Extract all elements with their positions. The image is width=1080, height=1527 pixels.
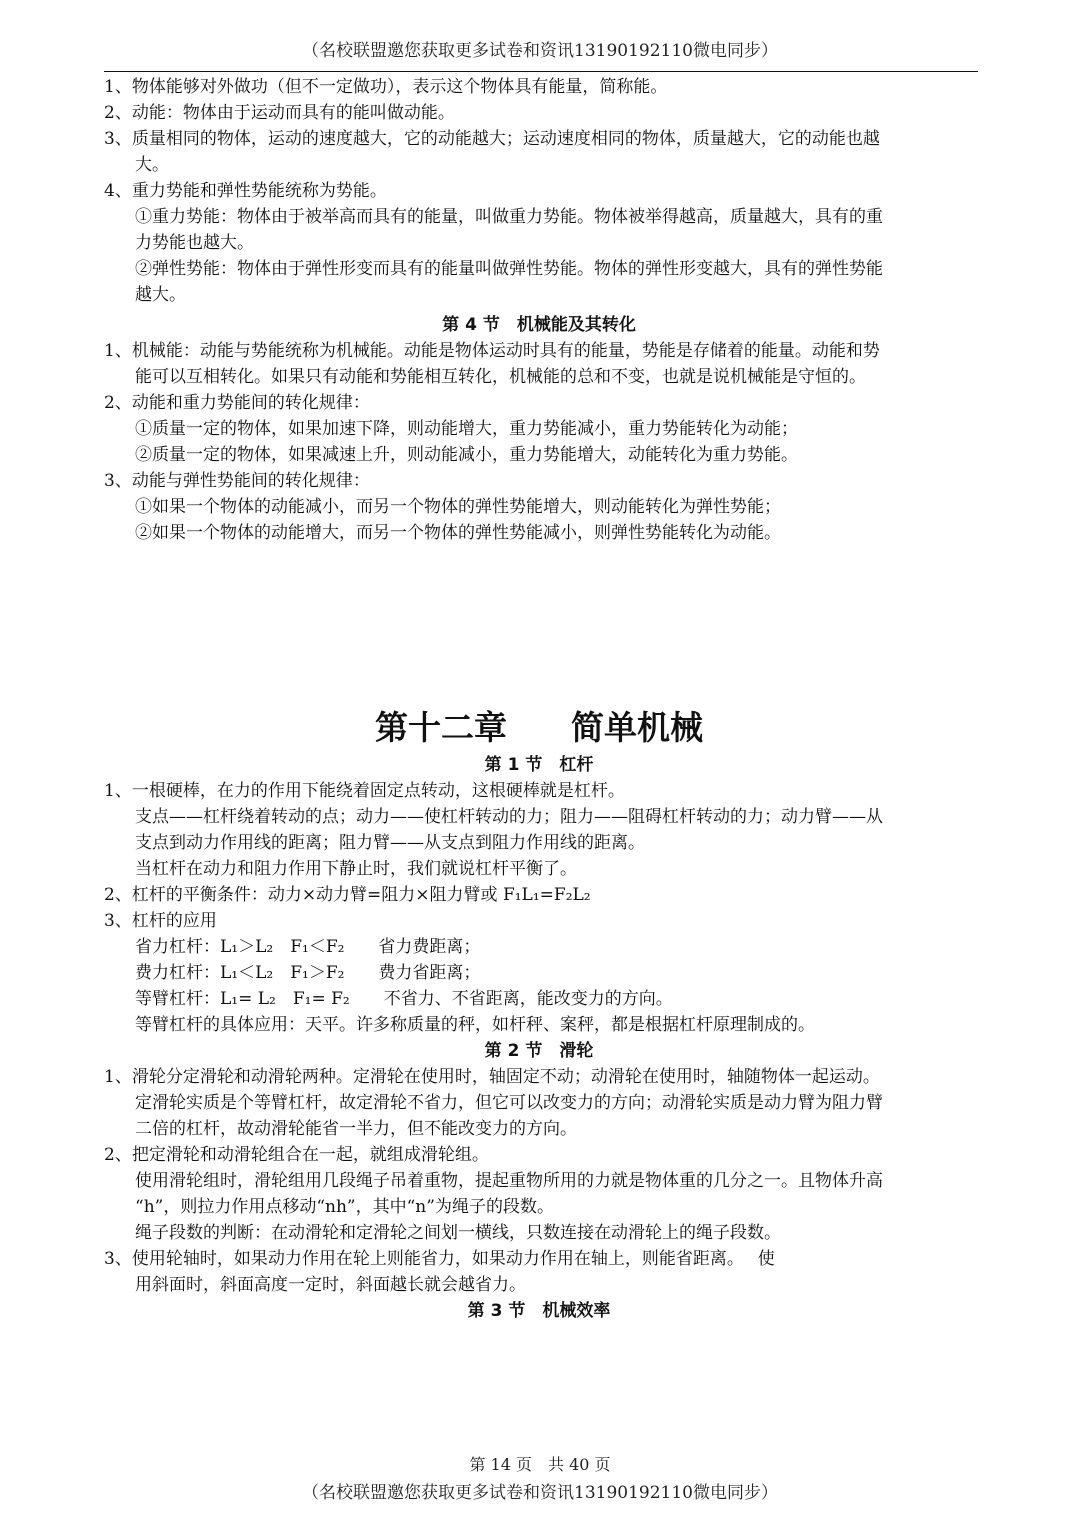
kinetic-gravity-rule: 2、动能和重力势能间的转化规律： (104, 393, 370, 413)
equal-arm-lever: 等臂杠杆：L₁= L₂ F₁= F₂ 不省力、不省距离，能改变力的方向。 (135, 989, 673, 1009)
lever-applications: 3、杠杆的应用 (104, 911, 217, 931)
pulley-types-line2: 定滑轮实质是个等臂杠杆，故定滑轮不省力，但它可以改变力的方向；动滑轮实质是动力臂为阻力臂 (135, 1093, 883, 1113)
pulley-block-definition: 2、把定滑轮和动滑轮组合在一起，就组成滑轮组。 (104, 1145, 489, 1165)
gravity-potential-line2: 力势能也越大。 (135, 233, 254, 253)
force-costing-lever: 费力杠杆：L₁＜L₂ F₁＞F₂ 费力省距离； (135, 963, 481, 983)
header-banner: （名校联盟邀您获取更多试卷和资讯13190192110微电同步） (302, 41, 778, 61)
kinetic-elastic-rule-2: ②如果一个物体的动能增大，而另一个物体的弹性势能减小，则弹性势能转化为动能。 (135, 523, 781, 543)
footer-banner: （名校联盟邀您获取更多试卷和资讯13190192110微电同步） (302, 1483, 778, 1503)
lever-definition: 1、一根硬棒，在力的作用下能绕着固定点转动，这根硬棒就是杠杆。 (104, 781, 625, 801)
page-number: 第 14 页 共 40 页 (469, 1455, 611, 1474)
pulley-block-usage-line1: 使用滑轮组时，滑轮组用几段绳子吊着重物，提起重物所用的力就是物体重的几分之一。且物体升高 (135, 1171, 883, 1191)
pulley-types-line1: 1、滑轮分定滑轮和动滑轮两种。定滑轮在使用时，轴固定不动；动滑轮在使用时，轴随物体一起运动。 (104, 1067, 880, 1087)
rope-segment-rule: 绳子段数的判断：在动滑轮和定滑轮之间划一横线，只数连接在动滑轮上的绳子段数。 (135, 1223, 781, 1243)
energy-item-2: 2、动能：物体由于运动而具有的能叫做动能。 (104, 103, 455, 123)
pulley-block-usage-line2: “h”，则拉力作用点移动“nh”，其中“n”为绳子的段数。 (135, 1197, 554, 1217)
kinetic-gravity-rule-1: ①质量一定的物体，如果加速下降，则动能增大，重力势能减小，重力势能转化为动能； (135, 419, 798, 439)
lever-terms-line2: 支点到动力作用线的距离；阻力臂——从支点到阻力作用线的距离。 (135, 833, 645, 853)
elastic-potential-line2: 越大。 (135, 285, 186, 305)
lever-balance-note: 当杠杆在动力和阻力作用下静止时，我们就说杠杆平衡了。 (135, 859, 577, 879)
wheel-axle-line2: 用斜面时，斜面高度一定时，斜面越长就会越省力。 (135, 1275, 526, 1295)
chapter-title (104, 706, 974, 750)
lever-balance-condition: 2、杠杆的平衡条件：动力×动力臂=阻力×阻力臂或 F₁L₁=F₂L₂ (104, 885, 591, 905)
header-rule (104, 71, 978, 72)
pulley-section-title: 第 2 节 滑轮 (484, 1041, 594, 1061)
equal-arm-application: 等臂杠杆的具体应用：天平。许多称质量的秤，如杆秤、案秤，都是根据杠杆原理制成的。 (135, 1015, 815, 1035)
energy-item-3: 3、质量相同的物体，运动的速度越大，它的动能越大；运动速度相同的物体，质量越大，它的动能也越 (104, 129, 880, 149)
chapter-number: 第十二章 (375, 708, 507, 747)
elastic-potential-line1: ②弹性势能：物体由于弹性形变而具有的能量叫做弹性势能。物体的弹性形变越大，具有的弹性势能 (135, 259, 883, 279)
energy-item-3-cont: 大。 (135, 155, 169, 175)
chapter-name: 简单机械 (571, 708, 703, 747)
pulley-types-line3: 二倍的杠杆，故动滑轮能省一半力，但不能改变力的方向。 (135, 1119, 577, 1139)
kinetic-elastic-rule: 3、动能与弹性势能间的转化规律： (104, 471, 370, 491)
mechanical-energy-line1: 1、机械能：动能与势能统称为机械能。动能是物体运动时具有的能量，势能是存储着的能量。动能和势 (104, 341, 880, 361)
gravity-potential-line1: ①重力势能：物体由于被举高而具有的能量，叫做重力势能。物体被举得越高，质量越大，具有的重 (135, 207, 883, 227)
kinetic-gravity-rule-2: ②质量一定的物体，如果减速上升，则动能减小，重力势能增大，动能转化为重力势能。 (135, 445, 798, 465)
section-4-title: 第 4 节 机械能及其转化 (442, 315, 636, 335)
kinetic-elastic-rule-1: ①如果一个物体的动能减小，而另一个物体的弹性势能增大，则动能转化为弹性势能； (135, 497, 781, 517)
lever-section-title: 第 1 节 杠杆 (484, 755, 594, 775)
energy-item-4: 4、重力势能和弹性势能统称为势能。 (104, 181, 387, 201)
wheel-axle-line1: 3、使用轮轴时，如果动力作用在轮上则能省力，如果动力作用在轴上，则能省距离。 使 (104, 1249, 775, 1269)
mechanical-energy-line2: 能可以互相转化。如果只有动能和势能相互转化，机械能的总和不变，也就是说机械能是守恒的。 (135, 367, 866, 387)
page-content (104, 74, 974, 1324)
efficiency-section-title: 第 3 节 机械效率 (467, 1301, 611, 1321)
force-saving-lever: 省力杠杆：L₁＞L₂ F₁＜F₂ 省力费距离； (135, 937, 481, 957)
energy-item-1: 1、物体能够对外做功（但不一定做功），表示这个物体具有能量，简称能。 (104, 77, 668, 97)
lever-terms-line1: 支点——杠杆绕着转动的点；动力——使杠杆转动的力；阻力——阻碍杠杆转动的力；动力臂——从 (135, 807, 883, 827)
